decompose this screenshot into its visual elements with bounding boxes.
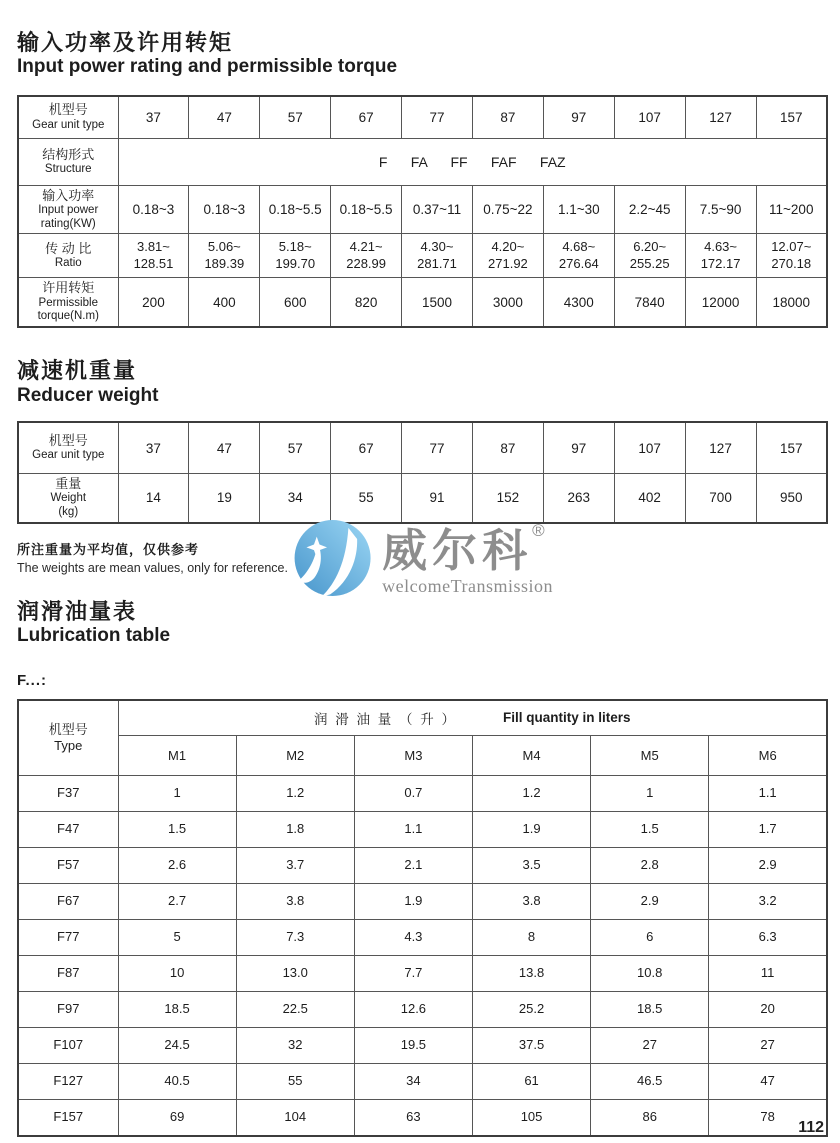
gear-type-cell: 57	[260, 422, 331, 473]
row-label-gear-type	[18, 96, 118, 138]
model-cell: F107	[18, 1028, 118, 1064]
row-label-en: Weight	[50, 492, 87, 505]
ratio-cell: 4.68~ 276.64	[543, 234, 614, 278]
mounting-position-header: M2	[236, 736, 354, 776]
weight-cell: 55	[331, 473, 402, 522]
gear-type-cell: 77	[402, 422, 473, 473]
fill-quantity-cell: 3.8	[472, 884, 590, 920]
weight-title-en: Reducer weight	[17, 384, 159, 406]
row-label-zh: 许用转矩	[42, 280, 95, 296]
ratio-cell: 4.30~ 281.71	[402, 234, 473, 278]
weight-cell: 950	[756, 473, 827, 522]
fill-quantity-cell: 1.9	[354, 884, 472, 920]
table-row-input-power	[18, 185, 827, 234]
lubrication-table	[17, 699, 828, 1137]
gear-type-cell: 87	[472, 422, 543, 473]
fill-quantity-cell: 1	[591, 776, 709, 812]
row-label-zh: 机型号	[48, 102, 88, 118]
brand-logo	[293, 508, 553, 620]
table-row-ratio	[18, 234, 827, 278]
gear-type-cell: 107	[614, 96, 685, 138]
logo-text	[382, 508, 553, 597]
row-label-en: Gear unit type	[32, 118, 105, 131]
fill-quantity-cell: 27	[709, 1028, 827, 1064]
fill-quantity-cell: 25.2	[472, 992, 590, 1028]
weight-note-zh: 所注重量为平均值，仅供参考	[17, 541, 200, 557]
lubrication-row	[18, 992, 827, 1028]
torque-cell: 600	[260, 278, 331, 327]
gear-type-cell: 47	[189, 422, 260, 473]
model-cell: F157	[18, 1100, 118, 1136]
fill-quantity-cell: 1.1	[354, 812, 472, 848]
row-label-en: Permissible	[38, 296, 98, 309]
input-power-cell: 11~200	[756, 185, 827, 234]
row-label-en: (kg)	[58, 505, 79, 518]
fill-quantity-cell: 2.1	[354, 848, 472, 884]
ratio-cell: 5.06~ 189.39	[189, 234, 260, 278]
lubrication-row	[18, 1100, 827, 1136]
torque-cell: 18000	[756, 278, 827, 327]
gear-type-cell: 77	[402, 96, 473, 138]
gear-type-cell: 97	[543, 422, 614, 473]
weight-cell: 700	[685, 473, 756, 522]
fill-quantity-cell: 3.2	[709, 884, 827, 920]
gear-type-cell: 107	[614, 422, 685, 473]
ratio-cell: 3.81~ 128.51	[118, 234, 189, 278]
fill-quantity-cell: 4.3	[354, 920, 472, 956]
model-cell: F67	[18, 884, 118, 920]
gear-type-cell: 127	[685, 96, 756, 138]
brand-name-en: welcomeTransmission	[382, 576, 553, 596]
ratio-cell: 4.20~ 271.92	[472, 234, 543, 278]
fill-quantity-cell: 1.2	[236, 776, 354, 812]
gear-type-cell: 157	[756, 96, 827, 138]
page-number: 112	[798, 1119, 824, 1136]
row-label-zh: 结构形式	[42, 146, 95, 162]
lubrication-row	[18, 812, 827, 848]
fill-quantity-cell: 37.5	[472, 1028, 590, 1064]
weight-cell: 14	[118, 473, 189, 522]
lubrication-row	[18, 848, 827, 884]
torque-cell: 820	[331, 278, 402, 327]
fill-quantity-cell: 2.9	[591, 884, 709, 920]
fill-quantity-cell: 13.8	[472, 956, 590, 992]
row-label-torque	[18, 278, 118, 327]
gear-type-cell: 157	[756, 422, 827, 473]
row-label-gear-type	[18, 422, 118, 473]
structure-value-cell: F FA FF FAF FAZ	[118, 138, 827, 185]
ratio-cell: 12.07~ 270.18	[756, 234, 827, 278]
mounting-position-header: M1	[118, 736, 236, 776]
row-label-en: Gear unit type	[32, 449, 105, 462]
gear-type-cell: 67	[331, 96, 402, 138]
torque-cell: 400	[189, 278, 260, 327]
fill-quantity-header	[118, 700, 827, 736]
fill-quantity-cell: 1.5	[118, 812, 236, 848]
power-title-zh: 输入功率及许用转矩	[17, 30, 234, 55]
fill-quantity-cell: 32	[236, 1028, 354, 1064]
fill-quantity-cell: 12.6	[354, 992, 472, 1028]
fill-quantity-cell: 55	[236, 1064, 354, 1100]
mounting-position-header: M5	[591, 736, 709, 776]
model-cell: F57	[18, 848, 118, 884]
lubrication-title-zh: 润滑油量表	[17, 598, 138, 624]
lubrication-row	[18, 956, 827, 992]
row-label-en: torque(N.m)	[37, 310, 99, 323]
fill-quantity-cell: 40.5	[118, 1064, 236, 1100]
lubrication-title-en: Lubrication table	[17, 624, 171, 646]
gear-type-cell: 57	[260, 96, 331, 138]
torque-cell: 1500	[402, 278, 473, 327]
fill-quantity-cell: 69	[118, 1100, 236, 1136]
fill-quantity-cell: 5	[118, 920, 236, 956]
fill-quantity-cell: 1.8	[236, 812, 354, 848]
logo-swoosh-icon	[293, 508, 372, 608]
fill-quantity-cell: 86	[591, 1100, 709, 1136]
row-label-input-power	[18, 185, 118, 234]
fill-quantity-cell: 1.7	[709, 812, 827, 848]
fill-quantity-cell: 10.8	[591, 956, 709, 992]
weight-cell: 34	[260, 473, 331, 522]
row-label-zh: 重量	[55, 475, 82, 491]
lubrication-row	[18, 920, 827, 956]
row-label-zh: 输入功率	[42, 187, 95, 203]
fill-quantity-cell: 47	[709, 1064, 827, 1100]
row-label-en: Structure	[44, 162, 92, 175]
gear-type-cell: 47	[189, 96, 260, 138]
lubrication-row	[18, 1064, 827, 1100]
row-label-zh: 机型号	[48, 433, 88, 448]
fill-quantity-cell: 13.0	[236, 956, 354, 992]
row-label-ratio	[18, 234, 118, 278]
input-power-cell: 2.2~45	[614, 185, 685, 234]
fill-quantity-cell: 22.5	[236, 992, 354, 1028]
fill-quantity-cell: 63	[354, 1100, 472, 1136]
lubrication-header-row-1	[18, 700, 827, 736]
weight-cell: 263	[543, 473, 614, 522]
fill-quantity-cell: 61	[472, 1064, 590, 1100]
lubrication-header-row-2	[18, 736, 827, 776]
fill-quantity-cell: 27	[591, 1028, 709, 1064]
power-torque-table	[17, 95, 828, 328]
input-power-cell: 7.5~90	[685, 185, 756, 234]
ratio-cell: 4.21~ 228.99	[331, 234, 402, 278]
row-label-en: Ratio	[54, 257, 82, 270]
fill-quantity-cell: 105	[472, 1100, 590, 1136]
input-power-cell: 0.75~22	[472, 185, 543, 234]
fill-quantity-cell: 1.5	[591, 812, 709, 848]
brand-name-zh: 威尔科	[382, 525, 533, 576]
torque-cell: 200	[118, 278, 189, 327]
series-label: F...:	[17, 671, 47, 689]
model-cell: F87	[18, 956, 118, 992]
weight-note-en: The weights are mean values, only for reference.	[17, 560, 288, 575]
table-row-gear-type	[18, 96, 827, 138]
fill-quantity-cell: 0.7	[354, 776, 472, 812]
table-row-torque	[18, 278, 827, 327]
fill-quantity-cell: 1.1	[709, 776, 827, 812]
input-power-cell: 1.1~30	[543, 185, 614, 234]
row-label-en: Type	[54, 737, 83, 753]
model-cell: F127	[18, 1064, 118, 1100]
fill-quantity-cell: 1.9	[472, 812, 590, 848]
torque-cell: 4300	[543, 278, 614, 327]
weight-section-heading	[17, 358, 828, 407]
torque-cell: 12000	[685, 278, 756, 327]
power-section-heading	[17, 30, 828, 79]
column-header-type	[18, 700, 118, 776]
fill-quantity-cell: 18.5	[118, 992, 236, 1028]
registered-trademark-icon: ®	[532, 521, 545, 540]
model-cell: F77	[18, 920, 118, 956]
mounting-position-header: M6	[709, 736, 827, 776]
row-label-en: Input power	[38, 203, 99, 216]
input-power-cell: 0.18~5.5	[260, 185, 331, 234]
fill-quantity-cell: 11	[709, 956, 827, 992]
torque-cell: 7840	[614, 278, 685, 327]
fill-quantity-cell: 46.5	[591, 1064, 709, 1100]
weight-title-zh: 减速机重量	[17, 358, 138, 384]
table-row-gear-type	[18, 422, 827, 473]
power-title-en: Input power rating and permissible torque	[17, 56, 398, 78]
torque-cell: 3000	[472, 278, 543, 327]
fill-quantity-cell: 18.5	[591, 992, 709, 1028]
mounting-position-header: M4	[472, 736, 590, 776]
fill-quantity-cell: 6	[591, 920, 709, 956]
lubrication-row	[18, 1028, 827, 1064]
weight-cell: 402	[614, 473, 685, 522]
fill-header-zh: 润 滑 油 量 （ 升 ）	[313, 711, 457, 727]
fill-quantity-cell: 8	[472, 920, 590, 956]
weight-cell: 91	[402, 473, 473, 522]
input-power-cell: 0.18~5.5	[331, 185, 402, 234]
input-power-cell: 0.37~11	[402, 185, 473, 234]
gear-type-cell: 97	[543, 96, 614, 138]
fill-quantity-cell: 104	[236, 1100, 354, 1136]
gear-type-cell: 127	[685, 422, 756, 473]
weight-cell: 19	[189, 473, 260, 522]
fill-quantity-cell: 78	[709, 1100, 827, 1136]
lubrication-row	[18, 776, 827, 812]
row-label-weight	[18, 473, 118, 522]
table-row-structure	[18, 138, 827, 185]
fill-quantity-cell: 2.8	[591, 848, 709, 884]
weight-cell: 152	[472, 473, 543, 522]
mounting-position-header: M3	[354, 736, 472, 776]
fill-quantity-cell: 2.7	[118, 884, 236, 920]
fill-quantity-cell: 1.2	[472, 776, 590, 812]
ratio-cell: 4.63~ 172.17	[685, 234, 756, 278]
fill-quantity-cell: 24.5	[118, 1028, 236, 1064]
fill-quantity-cell: 34	[354, 1064, 472, 1100]
fill-quantity-cell: 2.6	[118, 848, 236, 884]
row-label-en: rating(KW)	[40, 217, 96, 230]
row-label-zh: 传 动 比	[45, 240, 92, 256]
fill-quantity-cell: 6.3	[709, 920, 827, 956]
model-cell: F97	[18, 992, 118, 1028]
fill-quantity-cell: 3.7	[236, 848, 354, 884]
fill-quantity-cell: 20	[709, 992, 827, 1028]
gear-type-cell: 37	[118, 422, 189, 473]
fill-header-en: Fill quantity in liters	[503, 710, 631, 726]
input-power-cell: 0.18~3	[189, 185, 260, 234]
ratio-cell: 6.20~ 255.25	[614, 234, 685, 278]
lubrication-row	[18, 884, 827, 920]
fill-quantity-cell: 7.7	[354, 956, 472, 992]
model-cell: F37	[18, 776, 118, 812]
gear-type-cell: 87	[472, 96, 543, 138]
ratio-cell: 5.18~ 199.70	[260, 234, 331, 278]
fill-quantity-cell: 1	[118, 776, 236, 812]
fill-quantity-cell: 19.5	[354, 1028, 472, 1064]
input-power-cell: 0.18~3	[118, 185, 189, 234]
fill-quantity-cell: 3.8	[236, 884, 354, 920]
fill-quantity-cell: 7.3	[236, 920, 354, 956]
model-cell: F47	[18, 812, 118, 848]
gear-type-cell: 37	[118, 96, 189, 138]
fill-quantity-cell: 2.9	[709, 848, 827, 884]
row-label-structure	[18, 138, 118, 185]
fill-quantity-cell: 10	[118, 956, 236, 992]
gear-type-cell: 67	[331, 422, 402, 473]
row-label-zh: 机型号	[48, 721, 88, 737]
fill-quantity-cell: 3.5	[472, 848, 590, 884]
